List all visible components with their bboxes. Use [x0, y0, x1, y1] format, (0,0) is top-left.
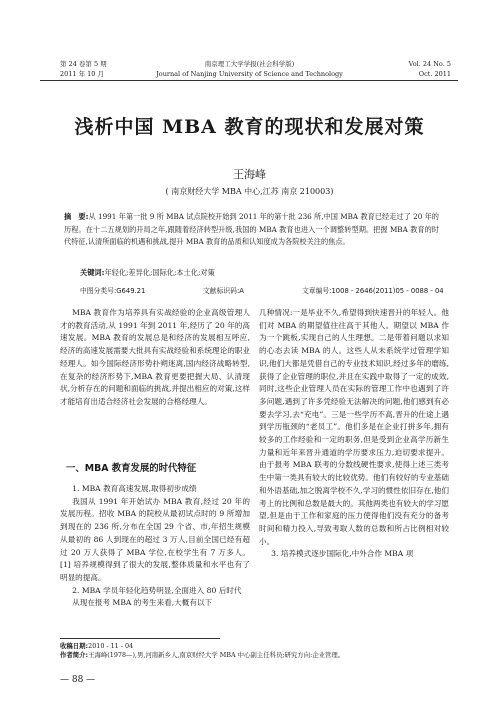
subheading-3: 3. 培养模式逐步国际化,中外合作 MBA 项	[271, 549, 414, 559]
article-number: 文章编号:1008 - 2646(2011)05 - 0088 - 04	[302, 287, 444, 295]
body-paragraph-1: 我国从 1991 年开始试办 MBA 教育,经过 20 年的发展历程。招收 MBA 的院校从最初试点时的 9 所增加到现在的 236 所,分布在全国 29 个省、市,年招生规模从最初的 86 人到现在的超过 3 万人,目前全国已经有超过 20 万人获得了 MBA 学位,在校学生有 7 万多人。[1] 培养规模得到了很大的发展,整体质量和水平也有了明显的提高。	[60, 496, 250, 582]
clc-number: 中图分类号:G649.21	[80, 287, 146, 295]
abstract	[64, 211, 439, 249]
journal-title-cn: 南京理工大学学报(社会科学版)	[204, 60, 295, 68]
body-paragraph-2: 从现在报考 MBA 的考生来看,大概有以下	[72, 598, 213, 608]
document-code: 文献标识码:A	[203, 287, 244, 295]
issue-date-en: Oct. 2011	[418, 70, 451, 78]
issue-date: 2011 年 10 月	[60, 70, 105, 78]
article-title: 浅析中国 MBA 教育的现状和发展对策	[74, 116, 425, 138]
footnote-rule	[60, 638, 220, 639]
subheading-2: 2. MBA 学员年轻化趋势明显,全面进入 80 后时代	[72, 585, 242, 595]
received-label: 收稿日期:	[60, 642, 89, 650]
article-author: 王海峰	[233, 168, 266, 181]
abstract-text: 从 1991 年第一批 9 所 MBA 试点院校开始到 2011 年的第十批 236 所,中国 MBA 教育已经走过了 20 年的历程。在十二五规划的开局之年,跟随着经济转型升级,我国的 MBA 教育也进入一个调整转型期。把握 MBA 教育的时代特征,认清所面临的机遇和挑战,提升 MBA 教育的品质和认知度成为各院校关注的焦点。	[64, 212, 439, 246]
volume-issue-en: Vol. 24 No. 5	[408, 60, 451, 68]
abstract-label: 摘 要:	[64, 212, 89, 221]
volume-issue: 第 24 卷第 5 期	[60, 60, 107, 68]
keywords-text: 年轻化;差异化;国际化;本土化;对策	[104, 268, 215, 277]
author-info-label: 作者简介:	[60, 651, 89, 659]
right-body-paragraph: 几种情况:一是毕业不久,希望得到快速晋升的年轻人。他们对 MBA 的期望值往往高于其他人。期望以 MBA 作为一个跳板,实现自己的人生理想。二是带着问题以求知的心态去读 MBA 的人。这些人从未系统学过管理学知识,他们大都是凭借自己的专业技术知识,经过多年的磨练,获得了企业管理的职位,并且在实践中取得了一定的成效,同时,这些企业管理人员在实际的管理工作中也遇到了许多问题,遇到了许多凭经验无法解决的问题,他们感到有必要去学习,去“充电”。三是一些学历不高,晋升的仕途上遇到学历瓶颈的“老员工”。他们多是在企业打拼多年,拥有较多的工作经验和一定的职务,但是受到企业高学历新生力量和近年来晋升通道的学历要求压力,迫切要求提升。由于报考 MBA 联考的分数线硬性要求,使得上述三类考生中第一类具有较大的比较优势。他们有较好的专业基础和外语基础,加之脱离学校不久,学习的惯性依旧存在,他们考上的比例和总数是最大的。其他两类也有较大的学习愿望,但是由于工作和家庭的压力使得他们没有充分的备考时间和精力投入,导致考取人数的总数和所占比例相对较小。	[259, 308, 449, 546]
intro-paragraph: MBA 教育作为培养具有实战经验的企业高级管理人才的教育活动,从 1991 年到 2011 年,经历了 20 年的高速发展。MBA 教育的发展总是和经济的发展相互呼应,经济的高速发展需要大批具有实战经验和系统理论的职业经理人。如今国际经济形势扑朔迷离,国内经济战略转型,在复杂的经济形势下,MBA 教育更要把握大局、认清现状,分析存在的问题和面临的挑战,并提出相应的对策,这样才能培育出适合经济社会发展的合格经理人。	[60, 308, 250, 406]
author-info: 王海峰(1978—),男,河南新乡人,南京财经大学 MBA 中心副主任科员;研究方向:企业管理。	[88, 651, 345, 659]
right-column	[259, 307, 449, 561]
left-column-intro	[60, 307, 250, 409]
keywords-label: 关键词:	[80, 268, 105, 277]
left-column-body	[60, 483, 250, 610]
subheading-1: 1. MBA 教育高速发展,取得初步成绩	[72, 484, 197, 493]
received-date: 2010 - 11 - 04	[88, 642, 134, 650]
footnote	[60, 642, 460, 660]
keywords	[80, 268, 215, 278]
journal-title-en: Journal of Nanjing University of Science and Technology	[156, 70, 343, 78]
author-affiliation: ( 南京财经大学 MBA 中心,江苏 南京 210003)	[165, 187, 334, 196]
page-number: — 88 —	[60, 675, 96, 685]
section-heading-1: 一、MBA 教育发展的时代特征	[66, 463, 197, 474]
header-rule	[40, 80, 458, 81]
